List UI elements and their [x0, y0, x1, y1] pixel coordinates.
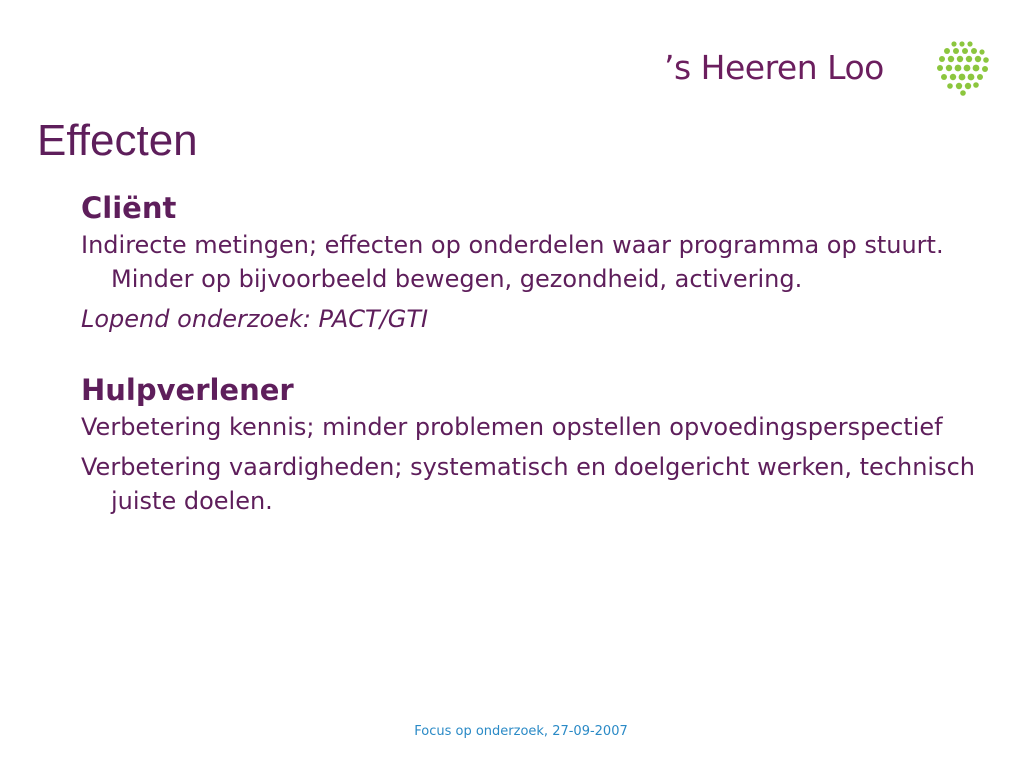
slide-body	[81, 188, 981, 524]
slide-title: Effecten	[37, 116, 198, 165]
brand-logo	[664, 40, 994, 96]
slide-footer: Focus op onderzoek, 27-09-2007	[414, 724, 628, 739]
paragraph: Verbetering kennis; minder problemen opstellen opvoedingsperspectief	[81, 413, 943, 441]
paragraph: Verbetering vaardigheden; systematisch en doelgericht werken, technisch juiste doelen.	[81, 453, 976, 515]
section-heading-client: Cliënt	[81, 191, 177, 225]
paragraph: Indirecte metingen; effecten op onderdelen waar programma op stuurt. Minder op bijvoorbeeld bewegen, gezondheid, activering.	[81, 231, 944, 293]
section-heading-hulpverlener: Hulpverlener	[81, 373, 294, 407]
paragraph-italic: Lopend onderzoek: PACT/GTI	[81, 305, 429, 333]
logo-wordmark: ’s Heeren Loo	[664, 48, 884, 87]
dots-logo-icon	[934, 40, 990, 96]
section-spacer	[81, 342, 981, 370]
